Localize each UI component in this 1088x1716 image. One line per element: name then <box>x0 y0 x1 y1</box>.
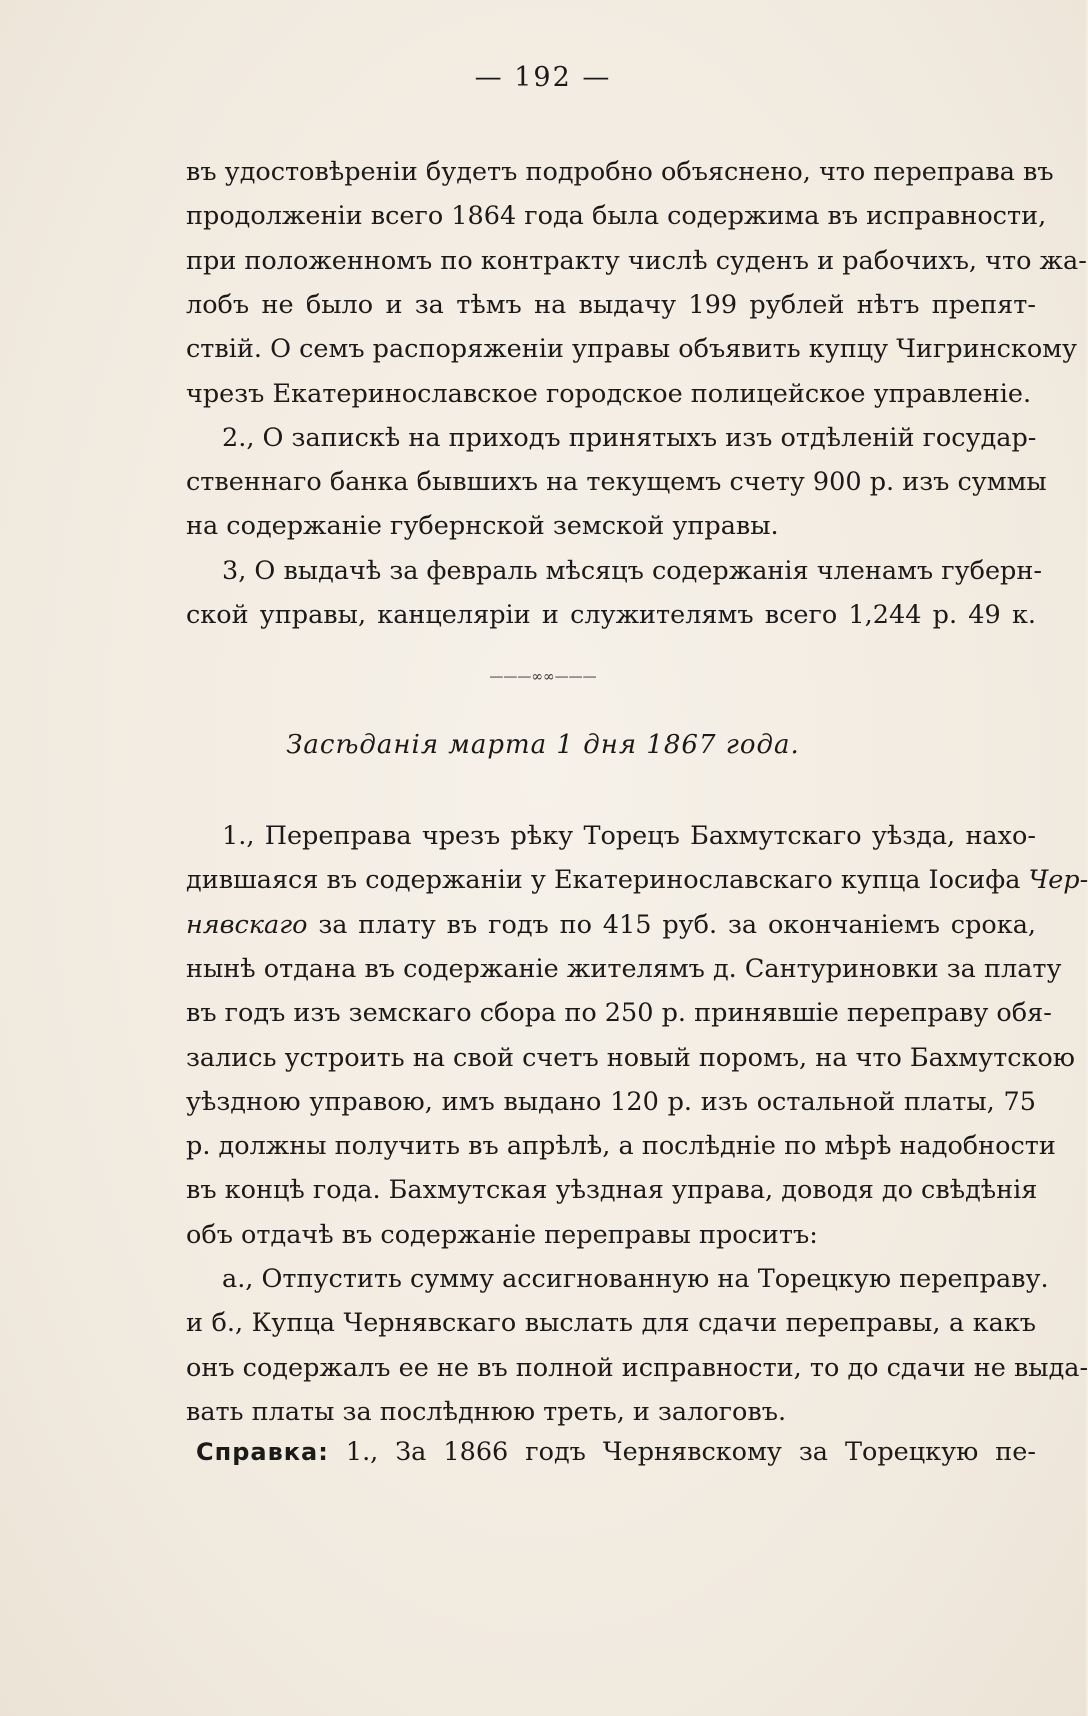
section-divider: ———∞∞——— <box>489 669 597 685</box>
page-number: — 192 — <box>474 62 612 93</box>
text-line: продолженіи всего 1864 года была содержима въ исправности, <box>186 201 1047 232</box>
text-line: дившаяся въ содержаніи у Екатеринославскаго купца Іосифа Чер- <box>186 865 1088 896</box>
text-line: ственнаго банка бывшихъ на текущемъ счету 900 р. изъ суммы <box>186 467 1047 498</box>
text-line: и б., Купца Чернявскаго выслать для сдачи переправы, а какъ <box>186 1308 1036 1339</box>
text-line: р. должны получить въ апрѣлѣ, а послѣдніе по мѣрѣ надобности <box>186 1131 1056 1162</box>
text-line: при положенномъ по контракту числѣ суденъ и рабочихъ, что жа- <box>186 245 1087 276</box>
text-line: объ отдачѣ въ содержаніе переправы проситъ: <box>186 1219 818 1250</box>
text-line: чрезъ Екатеринославское городское полицейское управленіе. <box>186 378 1032 409</box>
text-line: въ годъ изъ земскаго сбора по 250 р. принявшіе переправу обя- <box>186 998 1052 1029</box>
italic-surname: Чер- <box>1028 865 1088 896</box>
text-line: а., Отпустить сумму ассигнованную на Торецкую переправу. <box>222 1264 1049 1294</box>
text-line: 1., Переправа чрезъ рѣку Торецъ Бахмутскаго уѣзда, нахо- <box>222 821 1036 851</box>
session-heading: Засѣданія марта 1 дня 1867 года. <box>286 730 800 760</box>
text-line: онъ содержалъ ее не въ полной исправности, то до сдачи не выда- <box>186 1352 1088 1383</box>
text-line: нявскаго за плату въ годъ по 415 руб. за окончаніемъ срока, <box>186 909 1036 940</box>
text-line: вать платы за послѣднюю треть, и залоговъ. <box>186 1396 787 1427</box>
text-line: 2., О запискѣ на приходъ принятыхъ изъ отдѣленій государ- <box>222 422 1037 453</box>
text-line: зались устроить на свой счетъ новый поромъ, на что Бахмутскою <box>186 1042 1075 1073</box>
text-line: ствій. О семъ распоряженіи управы объявить купцу Чигринскому <box>186 334 1078 365</box>
text-line: уѣздною управою, имъ выдано 120 р. изъ остальной платы, 75 <box>186 1086 1036 1117</box>
italic-surname: нявскаго <box>186 909 308 940</box>
text-line: 3, О выдачѣ за февраль мѣсяцъ содержанія членамъ губерн- <box>222 555 1042 586</box>
text-line: въ концѣ года. Бахмутская уѣздная управа, доводя до свѣдѣнія <box>186 1175 1038 1206</box>
text-line: лобъ не было и за тѣмъ на выдачу 199 рублей нѣтъ препят- <box>186 289 1036 320</box>
text-line: ской управы, канцеляріи и служителямъ всего 1,244 р. 49 к. <box>186 600 1036 630</box>
reference-line <box>186 1430 1036 1474</box>
reference-text: 1., За 1866 годъ Чернявскому за Торецкую пе- <box>345 1437 1036 1467</box>
text-line: нынѣ отдана въ содержаніе жителямъ д. Сантуриновки за плату <box>186 953 1062 984</box>
reference-label: Справка: <box>196 1438 329 1466</box>
text-line: въ удостовѣреніи будетъ подробно объяснено, что переправа въ <box>186 157 1054 187</box>
text-line: на содержаніе губернской земской управы. <box>186 511 779 542</box>
